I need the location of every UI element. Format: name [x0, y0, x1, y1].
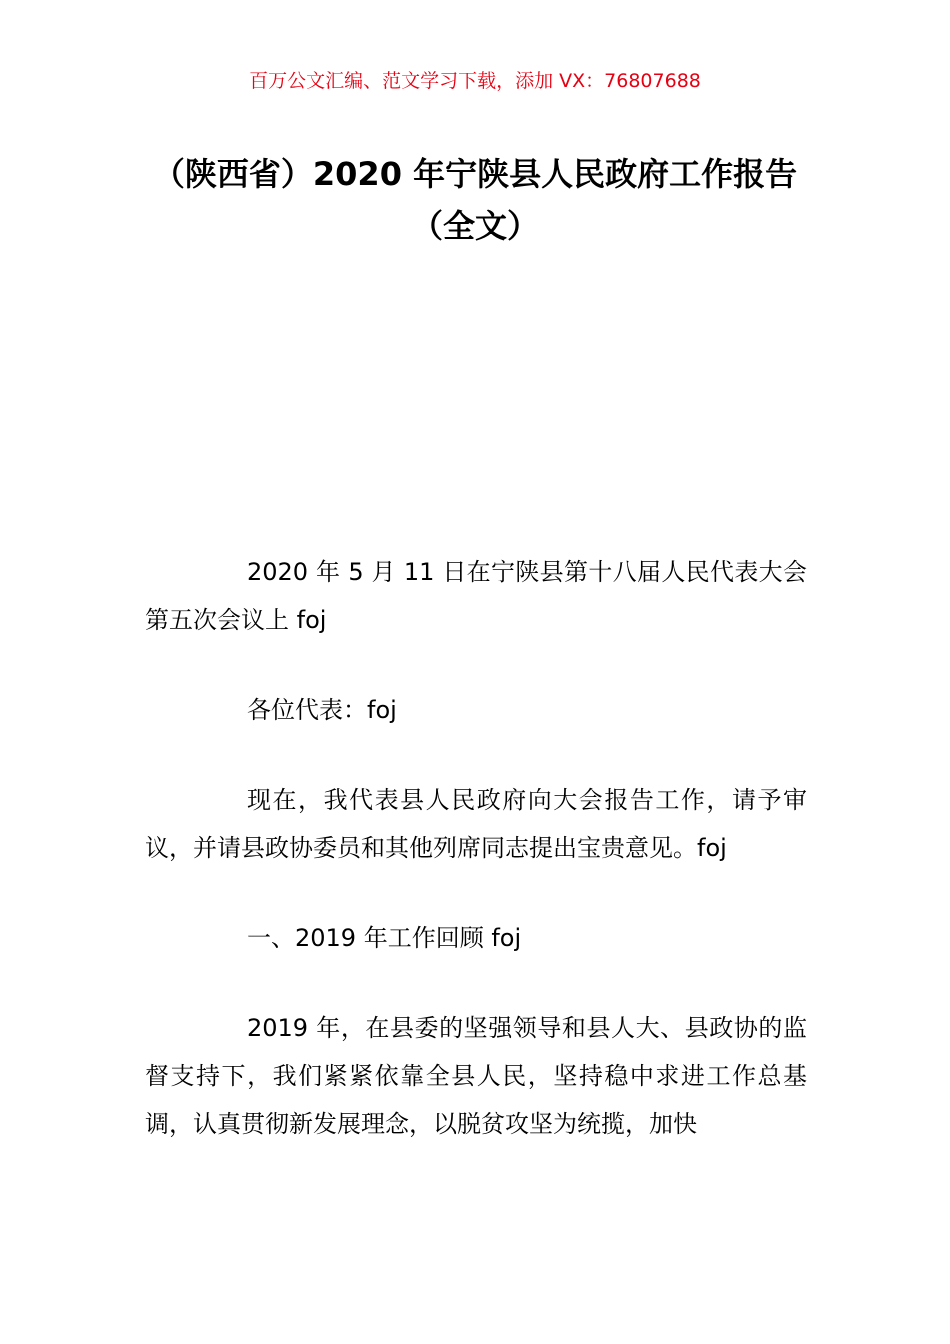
paragraph-salutation: 各位代表：foj	[247, 696, 397, 724]
paragraph-review-body: 2019 年，在县委的坚强领导和县人大、县政协的监督支持下，我们紧紧依靠全县人民，坚持稳中求进工作总基调，认真贯彻新发展理念，以脱贫攻坚为统揽，加快	[145, 1014, 807, 1138]
document-body	[145, 548, 807, 1190]
watermark-header: 百万公文汇编、范文学习下载，添加 VX：76807688	[249, 70, 701, 92]
paragraph-meeting-info: 2020 年 5 月 11 日在宁陕县第十八届人民代表大会第五次会议上 foj	[145, 558, 807, 634]
section-heading-review: 一、2019 年工作回顾 foj	[247, 924, 522, 952]
document-title: （陕西省）2020 年宁陕县人民政府工作报告（全文）	[152, 155, 798, 245]
paragraph-intro: 现在，我代表县人民政府向大会报告工作，请予审议，并请县政协委员和其他列席同志提出宝贵意见。foj	[145, 786, 807, 862]
